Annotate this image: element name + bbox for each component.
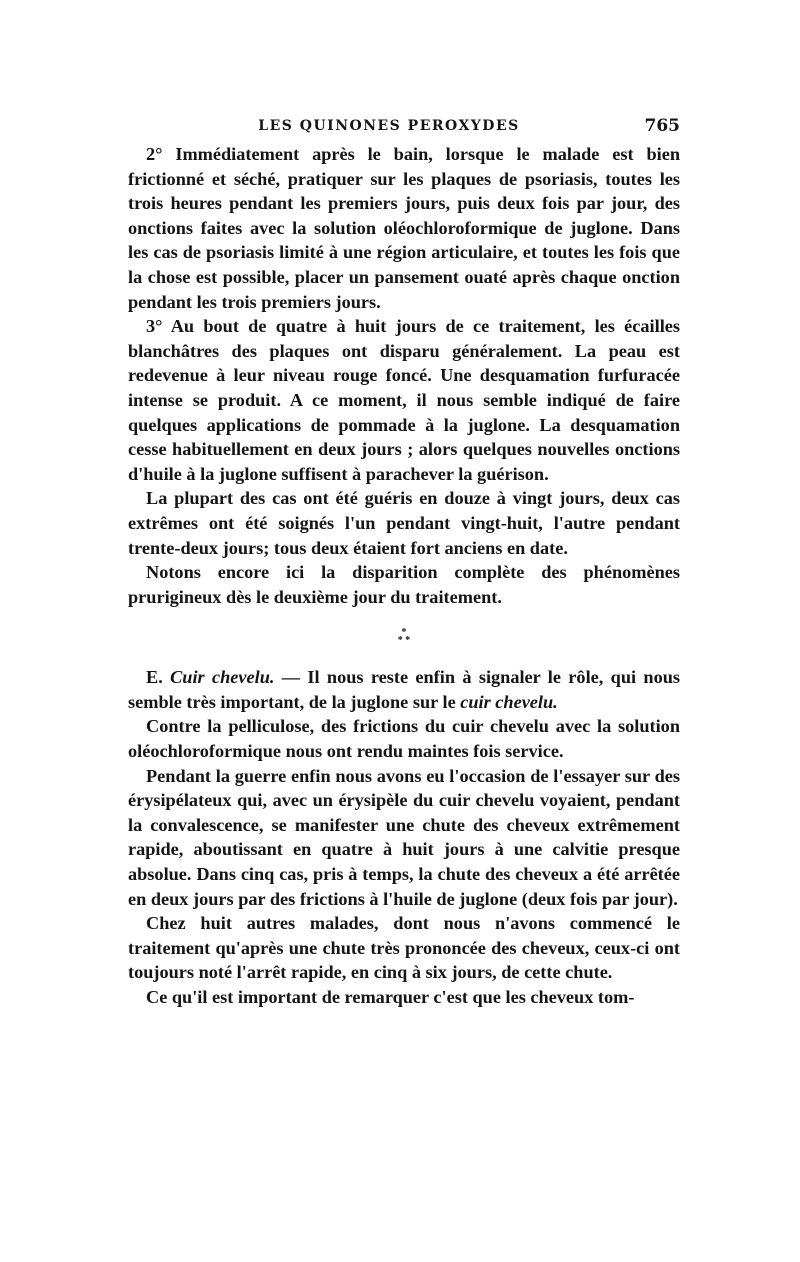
page-number: 765	[644, 116, 680, 136]
asterism-bottom: * *	[397, 635, 411, 647]
paragraph: 2° Immédiatement après le bain, lorsque le malade est bien frictionné et séché, pratiquer sur les plaques de psoriasis, toutes les trois heures pendant les premiers jours, puis deux fois par jour, des onctions faites avec la solution oléochloroformique de juglone. Dans les cas de psoriasis limité à une région articulaire, et toutes les fois que la chose est possible, placer un pansement ouaté après chaque onction pendant les trois premiers jours.	[128, 144, 680, 312]
paragraph: Chez huit autres malades, dont nous n'avons commencé le traitement qu'après une chute très prononcée des cheveux, ceux-ci ont toujours noté l'arrêt rapide, en cinq à six jours, de cette chute.	[128, 913, 680, 983]
asterism-divider	[128, 629, 680, 645]
section-title: Cuir chevelu.	[170, 667, 275, 688]
paragraph: Ce qu'il est important de remarquer c'est que les cheveux tom-	[146, 987, 635, 1007]
paragraph: Notons encore ici la disparition complète des phénomènes prurigineux dès le deuxième jour du traitement.	[128, 562, 680, 607]
paragraph: Pendant la guerre enfin nous avons eu l'occasion de l'essayer sur des érysipélateux qui, avec un érysipèle du cuir chevelu voyaient, pendant la convalescence, se manifester une chute des cheveux extrêmement rapide, aboutissant en quatre à huit jours à une calvitie presque absolue. Dans cinq cas, pris à temps, la chute des cheveux a été arrêtée en deux jours par des frictions à l'huile de juglone (deux fois par jour).	[128, 765, 680, 909]
section-paragraph	[128, 665, 680, 714]
running-header	[128, 112, 680, 142]
paragraph: Contre la pelliculose, des frictions du cuir chevelu avec la solution oléochloroformique nous ont rendu maintes fois service.	[128, 716, 680, 762]
paragraph: La plupart des cas ont été guéris en douze à vingt jours, deux cas extrêmes ont été soignés l'un pendant vingt-huit, l'autre pendant trente-deux jours; tous deux étaient fort anciens en date.	[128, 488, 680, 558]
section-lead-italic: cuir chevelu.	[460, 691, 558, 712]
paragraph: 3° Au bout de quatre à huit jours de ce traitement, les écailles blanchâtres des plaques ont disparu généralement. La peau est redevenue à leur niveau rouge foncé. Une desquamation furfuracée intense se produit. A ce moment, il nous semble indiqué de faire quelques applications de pommade à la juglone. La desquamation cesse habituellement en deux jours ; alors quelques nouvelles onctions d'huile à la juglone suffisent à parachever la guérison.	[128, 316, 680, 484]
asterism-top: *	[401, 627, 407, 639]
running-title: LES QUINONES PEROXYDES	[258, 118, 520, 134]
page-body	[128, 142, 680, 1010]
section-label: E.	[146, 667, 163, 688]
section-lead: — Il nous reste enfin à signaler le rôle, qui nous semble très important, de la juglone sur le	[128, 667, 681, 712]
book-page	[128, 112, 680, 1010]
